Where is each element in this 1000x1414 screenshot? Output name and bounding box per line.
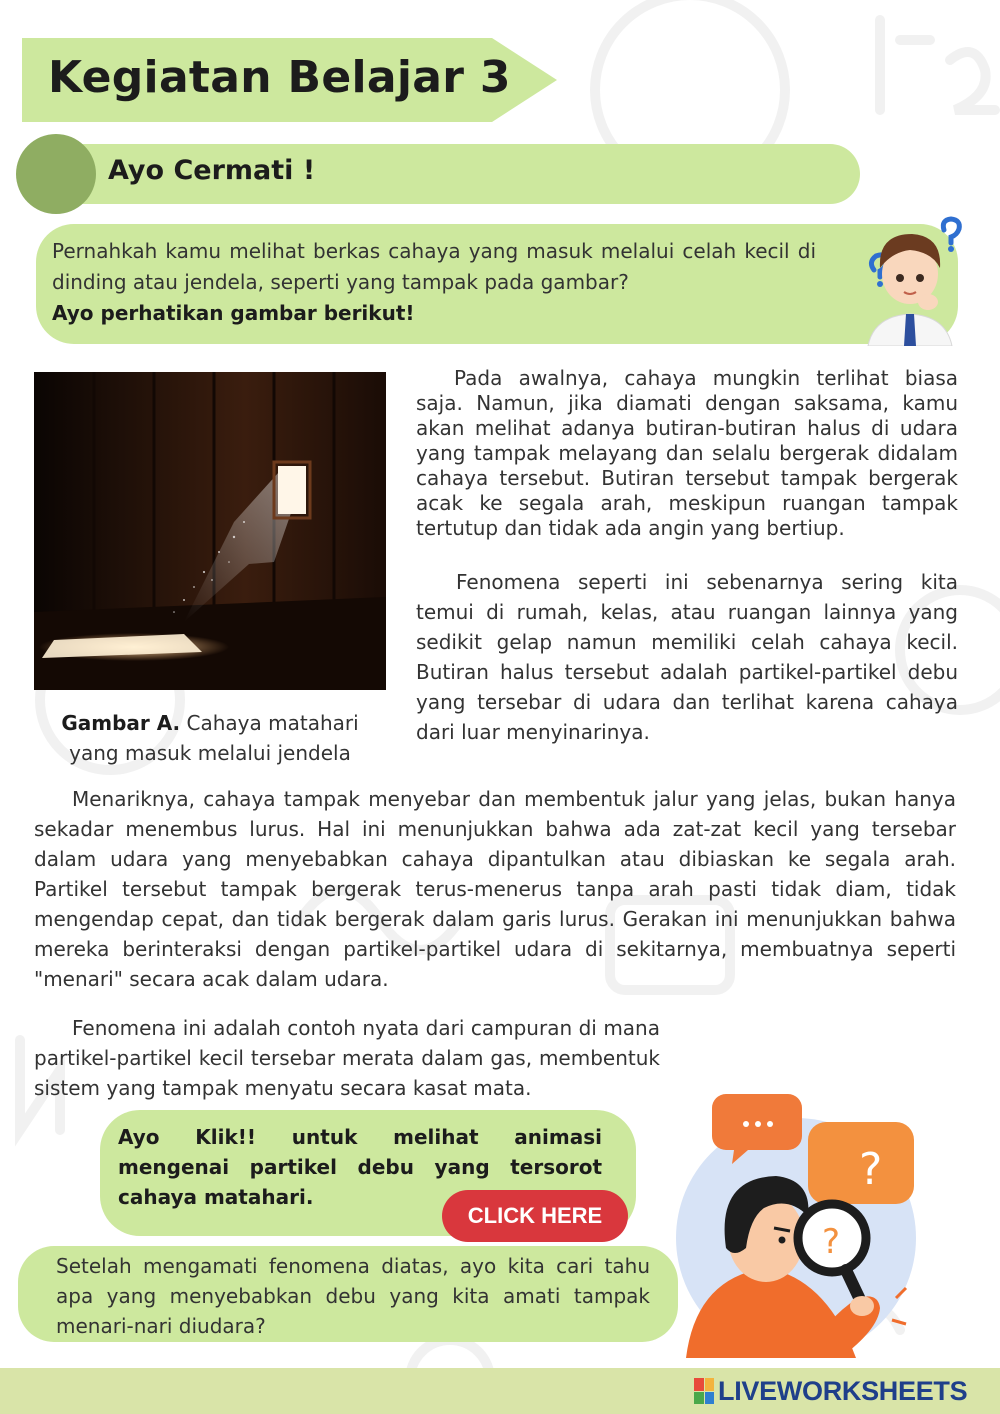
intro-instruction: Ayo perhatikan gambar berikut!	[52, 301, 415, 325]
question-box	[18, 1246, 678, 1342]
svg-text:?: ?	[822, 1222, 841, 1262]
question-text: Setelah mengamati fenomena diatas, ayo kita cari tahu apa yang menyebabkan debu yang kita amati tampak menari-nari diudara?	[56, 1254, 650, 1338]
figure-caption	[34, 708, 386, 768]
page-title: Kegiatan Belajar 3	[48, 52, 511, 103]
footer-logo[interactable]	[694, 1374, 967, 1408]
thinking-boy-icon	[846, 216, 971, 346]
paragraph-3: Menariknya, cahaya tampak menyebar dan membentuk jalur yang jelas, bukan hanya sekadar menembus lurus. Hal ini menunjukkan bahwa ada zat-zat kecil yang tersebar dalam udara yang menyebabkan cahaya dipantulkan atau dibiaskan ke segala arah. Partikel tersebut tampak bergerak terus-menerus tanpa arah pasti tidak diam, tidak mengendap cepat, dan tidak bergerak dalam garis lurus. Gerakan ini menunjukkan bahwa mereka berinteraksi dengan partikel-partikel udara di sekitarnya, membuatnya seperti "menari" secara acak dalam udara.	[34, 787, 956, 991]
click-here-button[interactable]: CLICK HERE	[442, 1190, 628, 1242]
svg-text:?: ?	[859, 1144, 883, 1195]
figure-caption-label: Gambar A.	[61, 711, 181, 735]
paragraph-2: Fenomena seperti ini sebenarnya sering kita temui di rumah, kelas, atau ruangan lainnya yang sedikit gelap namun memiliki celah cahaya kecil. Butiran halus tersebut adalah partikel-partikel debu yang tersebar di udara dan terlihat karena cahaya dari luar menyinarinya.	[416, 570, 958, 744]
liveworksheets-logo-icon	[694, 1378, 714, 1404]
paragraph-1: Pada awalnya, cahaya mungkin terlihat biasa saja. Namun, jika diamati dengan saksama, kamu akan melihat adanya butiran-butiran halus di udara yang tampak melayang dan selalu bergerak didalam cahaya tersebut. Butiran tersebut tampak bergerak acak ke segala arah, meskipun ruangan tampak tertutup dan tidak ada angin yang bertiup.	[416, 366, 958, 540]
thinking-girl-magnifier-icon	[656, 1088, 946, 1358]
animation-callout-box	[100, 1110, 636, 1236]
paragraph-4: Fenomena ini adalah contoh nyata dari campuran di mana partikel-partikel kecil tersebar merata dalam gas, membentuk sistem yang tampak menyatu secara kasat mata.	[34, 1016, 660, 1100]
intro-text: Pernahkah kamu melihat berkas cahaya yang masuk melalui celah kecil di dinding atau jendela, seperti yang tampak pada gambar?	[52, 239, 816, 294]
intro-box	[36, 224, 958, 344]
sunlight-window-photo	[34, 372, 386, 690]
intro-text-block	[52, 236, 816, 329]
footer-brand: LIVEWORKSHEETS	[718, 1375, 968, 1406]
title-banner	[22, 38, 557, 122]
section-circle-decoration	[16, 134, 96, 214]
animation-callout-text: Ayo Klik!! untuk melihat animasi mengenai partikel debu yang tersorot cahaya matahari.	[118, 1125, 602, 1209]
section-title: Ayo Cermati !	[108, 155, 316, 186]
section-header	[28, 144, 860, 204]
figure-caption-text: Cahaya matahari yang masuk melalui jendela	[69, 711, 359, 765]
